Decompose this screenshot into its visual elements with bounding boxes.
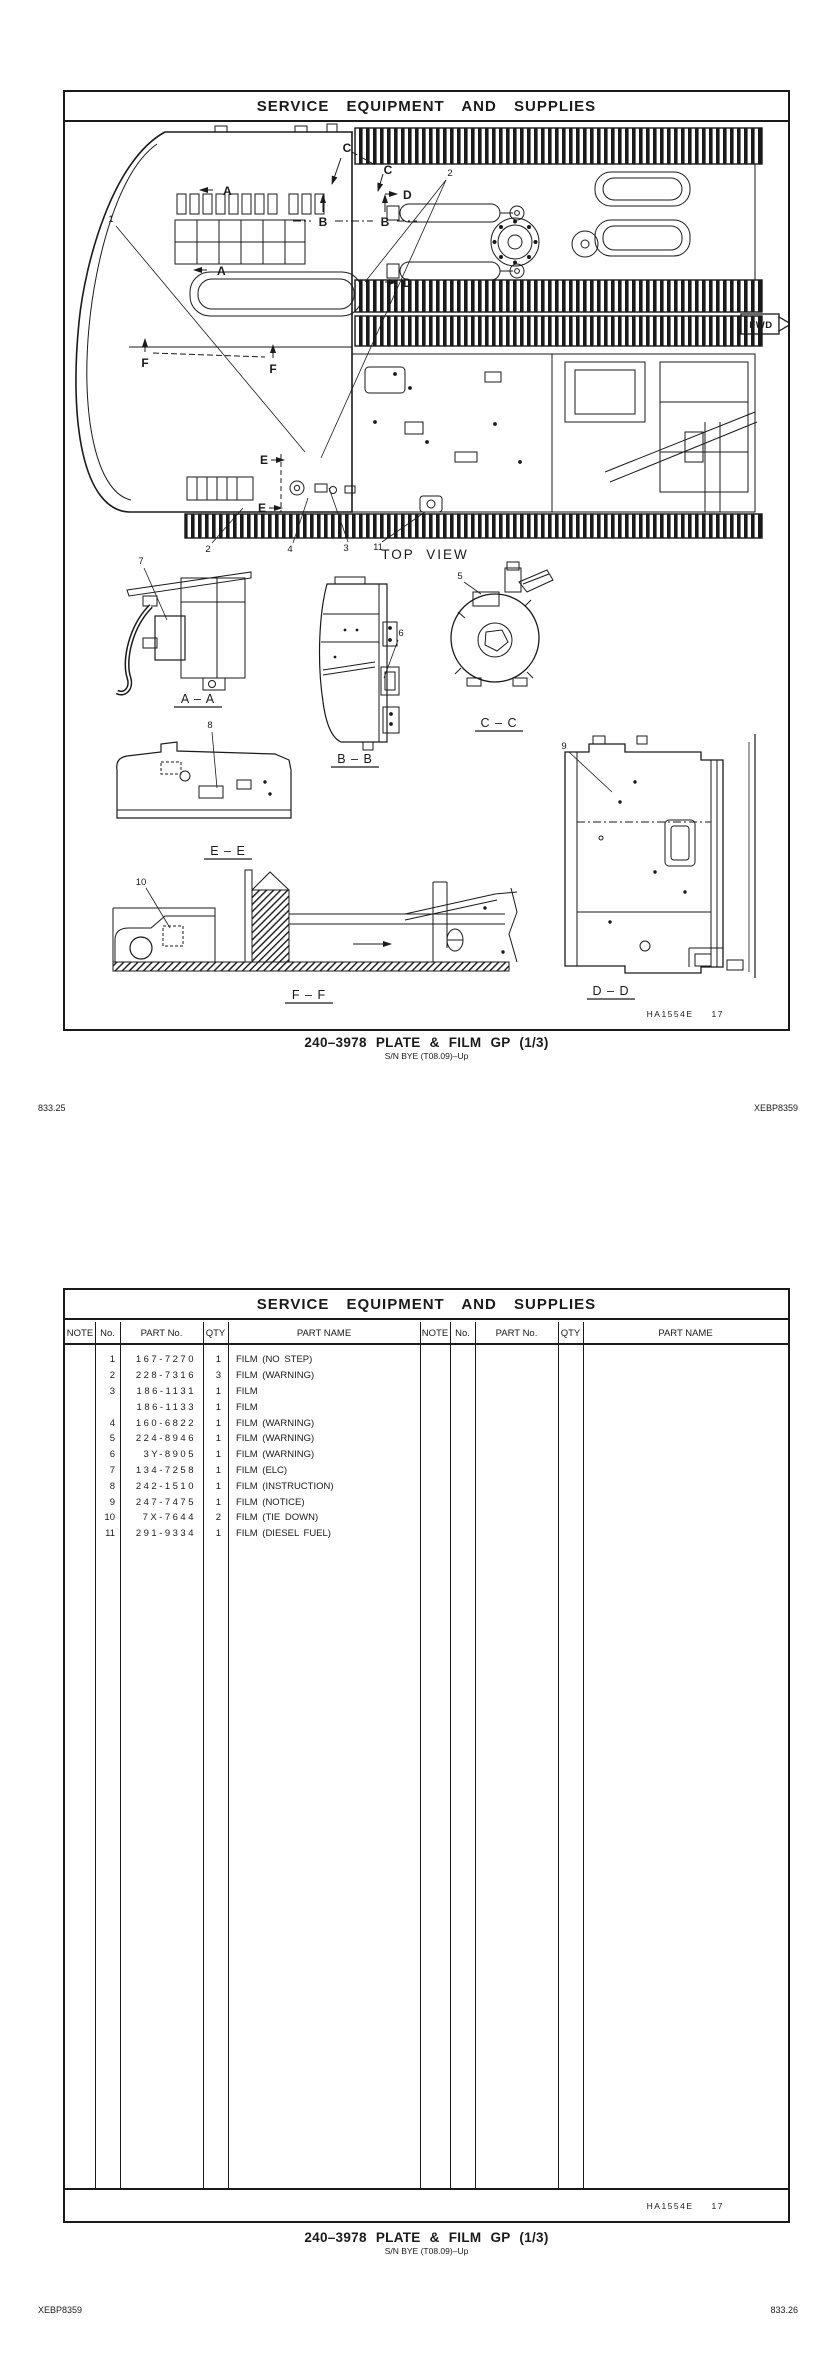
page-2-header: SERVICE EQUIPMENT AND SUPPLIES	[65, 1290, 788, 1320]
cell-part-name: FILM (NO STEP)	[236, 1354, 313, 1366]
callout-1: 1	[108, 214, 114, 225]
section-letter-f: F	[269, 362, 277, 376]
table-row	[65, 1399, 788, 1415]
cell-part-no: 186-1131	[136, 1385, 196, 1397]
cell-part-name: FILM (TIE DOWN)	[236, 1512, 319, 1524]
top-view-figure	[65, 122, 788, 1027]
cell-no: 10	[104, 1512, 115, 1524]
cell-part-no: 160-6822	[135, 1417, 196, 1429]
louver-grid	[175, 220, 305, 264]
col-header-qty: QTY	[205, 1327, 226, 1339]
sheet-number: 17	[711, 1009, 724, 1019]
section-letter-c: C	[342, 141, 352, 155]
cell-qty: 1	[215, 1433, 221, 1445]
page-1	[63, 90, 790, 1031]
section-caption-f-f: F – F	[291, 988, 327, 1002]
sheet-code-id: HA1554E	[646, 1009, 694, 1019]
callout-5: 5	[457, 571, 463, 582]
top-view-caption: TOP VIEW	[381, 547, 469, 562]
table-row	[65, 1352, 788, 1368]
col-header-part-name: PART NAME	[658, 1327, 713, 1339]
section-caption-a-a: A – A	[180, 692, 216, 706]
fwd-label: FWD	[749, 320, 773, 331]
callout-7: 7	[138, 556, 144, 567]
cell-no: 9	[109, 1496, 115, 1508]
callout-4: 4	[287, 544, 293, 555]
page-2-title-block	[63, 2230, 790, 2256]
callout-2: 2	[205, 544, 211, 555]
col-header-part-name: PART NAME	[296, 1327, 352, 1339]
cell-part-name: FILM	[236, 1385, 258, 1397]
callout-6: 6	[398, 628, 404, 639]
cell-no: 8	[109, 1480, 115, 1492]
section-caption-e-e: E – E	[210, 844, 246, 858]
cell-qty: 1	[215, 1401, 221, 1413]
section-view-b-b	[320, 577, 399, 767]
louver-row	[177, 194, 324, 214]
table-row	[65, 1415, 788, 1431]
cell-qty: 1	[215, 1480, 221, 1492]
section-view-f-f	[113, 870, 517, 1003]
cell-no: 11	[105, 1528, 115, 1540]
track-middle	[355, 280, 762, 346]
cell-part-no: 3Y-8905	[143, 1449, 196, 1461]
page-number-left: 833.25	[38, 1103, 66, 1113]
sheet-code	[647, 2201, 724, 2211]
cell-part-name: FILM (ELC)	[236, 1464, 288, 1476]
cell-part-no: 242-1510	[135, 1480, 196, 1492]
table-row	[65, 1431, 788, 1447]
group-title: 240–3978 PLATE & FILM GP (1/3)	[304, 1035, 549, 1050]
cell-part-no: 228-7316	[135, 1370, 196, 1382]
cell-qty: 3	[215, 1370, 221, 1382]
table-row	[65, 1526, 788, 1542]
table-row	[65, 1478, 788, 1494]
section-view-a-a	[117, 568, 251, 707]
col-header-note: NOTE	[421, 1327, 449, 1339]
cell-qty: 1	[215, 1385, 221, 1397]
table-row	[65, 1463, 788, 1479]
section-letter-d: D	[403, 188, 412, 202]
section-letter-e: E	[257, 501, 266, 515]
cell-part-no: 224-8946	[135, 1433, 196, 1445]
col-header-no: No.	[455, 1327, 470, 1339]
callout-9: 9	[561, 741, 567, 752]
section-letter-b: B	[318, 215, 328, 229]
cell-qty: 1	[215, 1417, 221, 1429]
table-row	[65, 1384, 788, 1400]
section-view-d-d	[565, 734, 755, 999]
serial-range: S/N BYE (T08.09)–Up	[384, 1051, 469, 1061]
cell-part-no: 7X-7644	[142, 1512, 196, 1524]
track-bottom	[185, 514, 762, 538]
cell-part-name: FILM (DIESEL FUEL)	[236, 1528, 331, 1540]
page-1-title-block	[63, 1035, 790, 1061]
col-header-no: No.	[100, 1327, 115, 1339]
section-letter-d: D	[403, 276, 412, 290]
table-row	[65, 1447, 788, 1463]
machine-top-view	[76, 124, 788, 543]
cell-qty: 1	[215, 1449, 221, 1461]
cell-part-no: 167-7270	[135, 1354, 196, 1366]
doc-code-right: XEBP8359	[753, 1103, 798, 1113]
sheet-number: 17	[711, 2201, 724, 2211]
sheet-code-id: HA1554E	[646, 2201, 694, 2211]
parts-table-header	[65, 1322, 788, 1344]
cell-part-name: FILM (NOTICE)	[236, 1496, 305, 1508]
cell-qty: 1	[215, 1496, 221, 1508]
cell-part-no: 186-1133	[136, 1401, 196, 1413]
callout-2: 2	[447, 168, 453, 179]
callout-11: 11	[373, 542, 383, 553]
col-header-part-no: PART No.	[495, 1327, 538, 1339]
swing-bearing	[491, 218, 598, 266]
cell-no: 5	[109, 1433, 115, 1445]
callout-3: 3	[343, 543, 349, 554]
cell-no: 6	[109, 1449, 115, 1461]
sheet-code	[647, 1009, 724, 1019]
cell-qty: 1	[215, 1354, 221, 1366]
table-row	[65, 1510, 788, 1526]
section-letter-e: E	[259, 453, 268, 467]
col-header-part-no: PART No.	[140, 1327, 183, 1339]
section-caption-b-b: B – B	[337, 752, 373, 766]
table-row	[65, 1494, 788, 1510]
cell-no: 7	[109, 1464, 115, 1476]
cell-no: 2	[109, 1370, 115, 1382]
filler-cap	[420, 496, 442, 512]
table-bottom-rule	[65, 2188, 788, 2190]
section-letter-f: F	[141, 356, 149, 370]
cell-part-no: 134-7258	[135, 1464, 196, 1476]
section-caption-d-d: D – D	[592, 984, 630, 998]
section-view-c-c	[451, 562, 553, 731]
cell-part-name: FILM (WARNING)	[236, 1433, 315, 1445]
section-view-e-e	[117, 732, 291, 859]
page-1-header: SERVICE EQUIPMENT AND SUPPLIES	[65, 92, 788, 122]
col-header-qty: QTY	[560, 1327, 581, 1339]
boom-cylinders	[387, 204, 524, 280]
doc-code-left: XEBP8359	[38, 2305, 83, 2315]
cell-qty: 2	[215, 1512, 221, 1524]
page-number-right: 833.26	[770, 2305, 798, 2315]
cell-part-no: 291-9334	[135, 1528, 196, 1540]
cell-part-no: 247-7475	[135, 1496, 196, 1508]
walkway-details	[187, 477, 355, 500]
cell-qty: 1	[215, 1528, 221, 1540]
cell-no: 4	[109, 1417, 115, 1429]
group-title: 240–3978 PLATE & FILM GP (1/3)	[304, 2230, 549, 2245]
col-header-note: NOTE	[66, 1327, 94, 1339]
cell-part-name: FILM (INSTRUCTION)	[236, 1480, 334, 1492]
table-header-rule	[65, 1343, 788, 1345]
page-1-drawing	[65, 122, 788, 1027]
table-row	[65, 1368, 788, 1384]
cell-no: 3	[109, 1385, 115, 1397]
parts-table-rows	[65, 1352, 788, 1542]
cell-qty: 1	[215, 1464, 221, 1476]
cell-part-name: FILM (WARNING)	[236, 1449, 315, 1461]
callout-10: 10	[135, 877, 147, 888]
section-letter-b: B	[380, 215, 390, 229]
section-letter-a: A	[223, 184, 232, 198]
section-letter-c: C	[383, 163, 393, 177]
track-top	[355, 128, 762, 164]
cell-part-name: FILM	[236, 1401, 258, 1413]
section-letter-a: A	[217, 264, 226, 278]
cell-part-name: FILM (WARNING)	[236, 1370, 315, 1382]
page-2	[63, 1288, 790, 2223]
section-caption-c-c: C – C	[480, 716, 518, 730]
upper-structure	[76, 124, 362, 512]
cell-no: 1	[109, 1354, 115, 1366]
callout-8: 8	[207, 720, 213, 731]
cell-part-name: FILM (WARNING)	[236, 1417, 315, 1429]
serial-range: S/N BYE (T08.09)–Up	[384, 2246, 469, 2256]
